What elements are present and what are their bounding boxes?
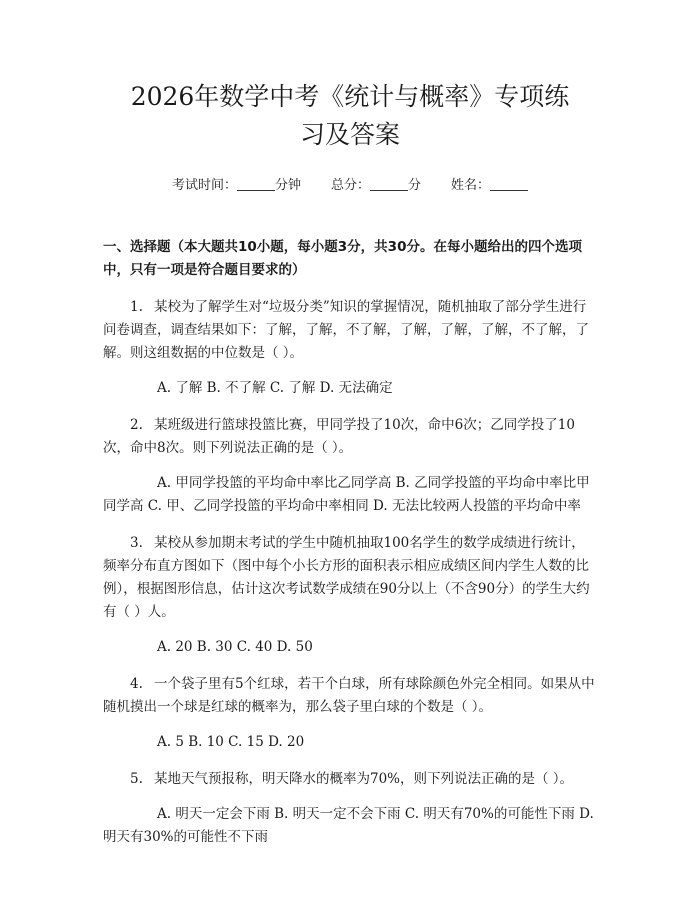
question-number: 2. <box>130 417 143 433</box>
question-3 <box>103 532 597 624</box>
question-text: 一个袋子里有5个红球，若干个白球，所有球除颜色外完全相同。如果从中随机摸出一个球是红球的概率为，那么袋子里白球的个数是（ ）。 <box>103 676 595 715</box>
question-3-options: A. 20 B. 30 C. 40 D. 50 <box>157 639 313 655</box>
score-unit: 分 <box>408 178 422 193</box>
question-number: 1. <box>130 299 143 315</box>
question-text: 某校为了解学生对“垃圾分类”知识的掌握情况，随机抽取了部分学生进行问卷调查，调查结果如下：了解，了解，不了解，了解，了解，了解，不了解，了解。则这组数据的中位数是（ ）。 <box>103 299 589 361</box>
question-4-options: A. 5 B. 10 C. 15 D. 20 <box>157 734 305 750</box>
question-2-options: A. 甲同学投篮的平均命中率比乙同学高 B. 乙同学投篮的平均命中率比甲同学高 C. 甲、乙同学投篮的平均命中率相同 D. 无法比较两人投篮的平均命中率 <box>103 475 590 514</box>
question-number: 3. <box>130 535 143 551</box>
question-text: 某地天气预报称，明天降水的概率为70%，则下列说法正确的是（ ）。 <box>154 771 574 787</box>
page-title: 2026年数学中考《统计与概率》专项练习及答案 <box>130 82 570 149</box>
score-label: 总分： <box>330 178 370 193</box>
question-5 <box>103 768 597 791</box>
time-blank <box>237 176 275 191</box>
question-4 <box>103 673 597 719</box>
question-2 <box>103 414 597 460</box>
time-unit: 分钟 <box>274 178 301 193</box>
question-5-options: A. 明天一定会下雨 B. 明天一定不会下雨 C. 明天有70%的可能性下雨 D. 明天有30%的可能性不下雨 <box>103 806 594 845</box>
question-1 <box>103 296 597 365</box>
name-label: 姓名： <box>451 178 491 193</box>
question-number: 4. <box>130 676 143 692</box>
question-number: 5. <box>130 771 143 787</box>
exam-meta <box>103 176 597 196</box>
score-blank <box>370 176 408 191</box>
question-text: 某班级进行篮球投篮比赛，甲同学投了10次，命中6次；乙同学投了10次，命中8次。则下列说法正确的是（ ）。 <box>103 417 575 456</box>
name-blank <box>490 176 528 191</box>
section-heading: 一、选择题（本大题共10小题，每小题3分，共30分。在每小题给出的四个选项中，只有一项是符合题目要求的） <box>103 239 582 278</box>
question-text: 某校从参加期末考试的学生中随机抽取100名学生的数学成绩进行统计，频率分布直方图如下（图中每个小长方形的面积表示相应成绩区间内学生人数的比例），根据图形信息，估计这次考试数学成绩在90分以上（不含90分）的学生大约有（ ）人。 <box>103 535 590 620</box>
question-1-options: A. 了解 B. 不了解 C. 了解 D. 无法确定 <box>157 380 393 396</box>
time-label: 考试时间： <box>171 178 237 193</box>
